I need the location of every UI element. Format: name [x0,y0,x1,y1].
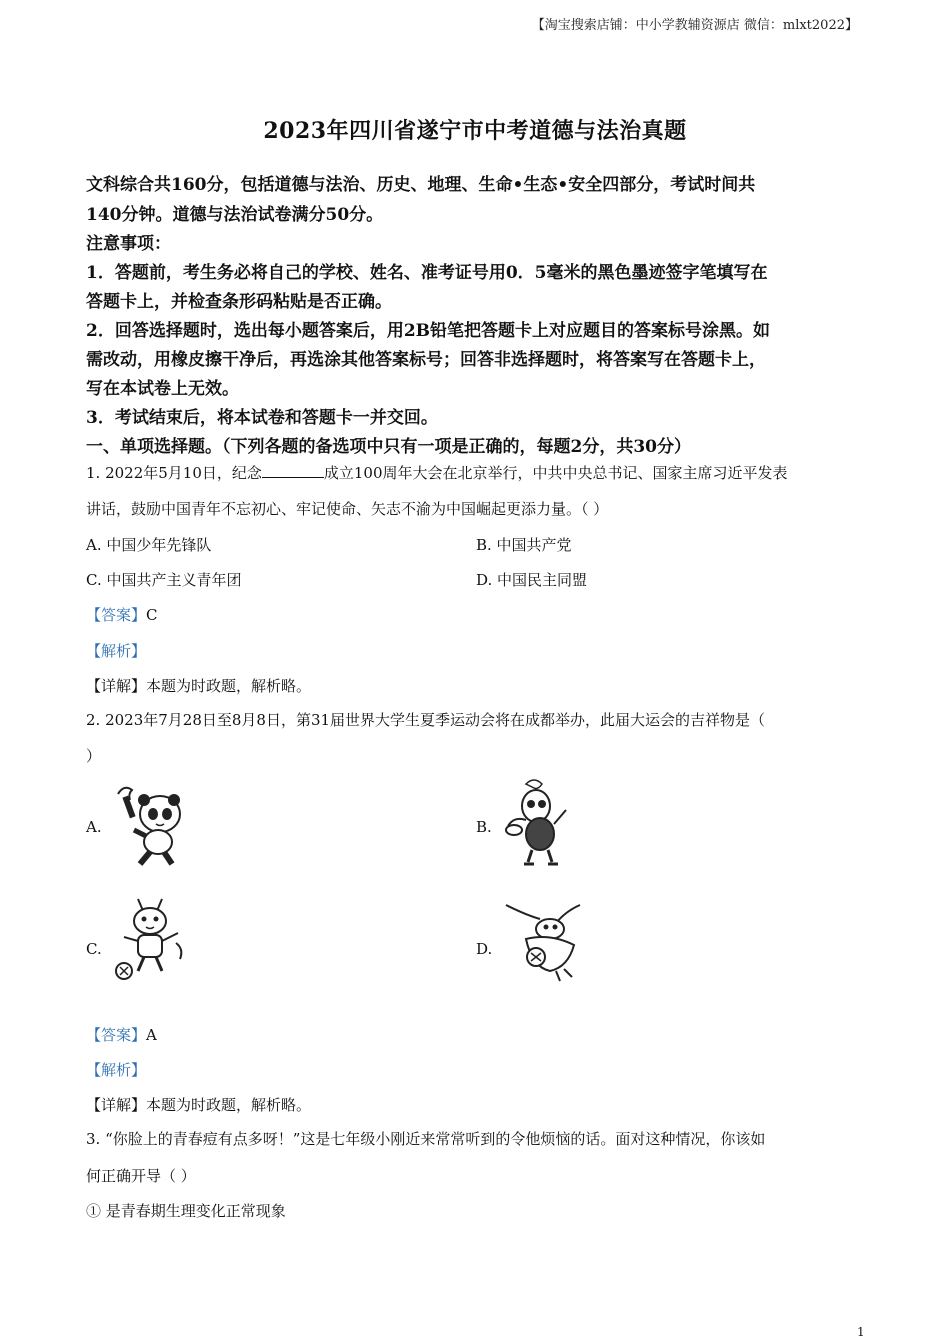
q2-stem-line-1: 2. 2023年7月28日至8月8日，第31届世界大学生夏季运动会将在成都举办，此届大运会的吉祥物是（ [86,711,766,729]
page-number: 1 [857,1325,865,1339]
q2-answer-value: A [146,1026,157,1044]
q1-analysis [86,640,146,661]
q2-answer [86,1024,157,1045]
page-title: 2023年四川省遂宁市中考道德与法治真题 [263,118,687,144]
q1-option-c[interactable]: C. 中国共产主义青年团 [86,571,242,589]
intro-line-1: 文科综合共160分，包括道德与法治、历史、地理、生命•生态•安全四部分，考试时间共 [86,175,756,195]
q2-option-d-label[interactable]: D. [476,940,493,958]
section-1-heading: 一、单项选择题。（下列各题的备选项中只有一项是正确的，每题2分，共30分） [86,437,691,457]
note-2a: 2．回答选择题时，选出每小题答案后，用2B铅笔把答题卡上对应题目的答案标号涂黑。如 [86,321,771,341]
q2-answer-tag: 【答案】 [86,1026,147,1044]
q2-option-a-label[interactable]: A. [86,818,102,836]
q2-detail-text: 本题为时政题，解析略。 [146,1096,312,1114]
q3-stem-line-2: 何正确开导（ ） [86,1167,196,1185]
q1-detail [86,675,311,696]
q1-blank [262,463,324,478]
q1-analysis-tag: 【解析】 [86,642,147,660]
q1-option-b[interactable]: B. 中国共产党 [476,536,572,554]
notes-heading: 注意事项： [86,234,171,254]
q2-option-b-label[interactable]: B. [476,818,492,836]
q1-answer [86,604,158,625]
q2-analysis [86,1059,146,1080]
note-2b: 需改动，用橡皮擦干净后，再选涂其他答案标号；回答非选择题时，将答案写在答题卡上， [86,350,766,370]
q1-option-a[interactable]: A. 中国少年先锋队 [86,536,212,554]
q1-stem-b: 成立100周年大会在北京举行，中共中央总书记、国家主席习近平发表 [323,464,788,482]
note-3: 3．考试结束后，将本试卷和答题卡一并交回。 [86,408,438,428]
note-1a: 1．答题前，考生务必将自己的学校、姓名、准考证号用0．5毫米的黑色墨迹签字笔填写在 [86,263,768,283]
header-note: 【淘宝搜索店铺：中小学教辅资源店 微信：mlxt2022】 [531,18,858,33]
q1-detail-text: 本题为时政题，解析略。 [146,677,312,695]
creature-mascot-image [496,776,584,868]
panda-mascot-image [104,780,194,868]
q1-stem-line-1 [86,462,788,483]
note-2c: 写在本试卷上无效。 [86,379,239,399]
q2-detail-tag: 【详解】 [86,1096,147,1114]
q3-item-1: ① 是青春期生理变化正常现象 [86,1202,286,1220]
q1-answer-value: C [146,606,158,624]
bird-mascot-image [500,895,596,985]
q2-stem-line-2: ） [86,747,102,765]
q1-detail-tag: 【详解】 [86,677,147,695]
q1-answer-tag: 【答案】 [86,606,147,624]
q1-stem-line-2: 讲话，鼓励中国青年不忘初心、牢记使命、矢志不渝为中国崛起更添力量。（ ） [86,500,609,518]
q1-option-d[interactable]: D. 中国民主同盟 [476,571,588,589]
intro-line-2: 140分钟。道德与法治试卷满分50分。 [86,205,384,225]
q2-analysis-tag: 【解析】 [86,1061,147,1079]
q1-stem-a: 1. 2022年5月10日，纪念 [86,464,262,482]
q3-stem-line-1: 3. “你脸上的青春痘有点多呀！”这是七年级小刚近来常常听到的令他烦恼的话。面对这种情况，你该如 [86,1130,766,1148]
note-1b: 答题卡上，并检查条形码粘贴是否正确。 [86,292,392,312]
q2-detail [86,1094,311,1115]
dog-mascot-image [110,895,196,983]
q2-option-c-label[interactable]: C. [86,940,102,958]
